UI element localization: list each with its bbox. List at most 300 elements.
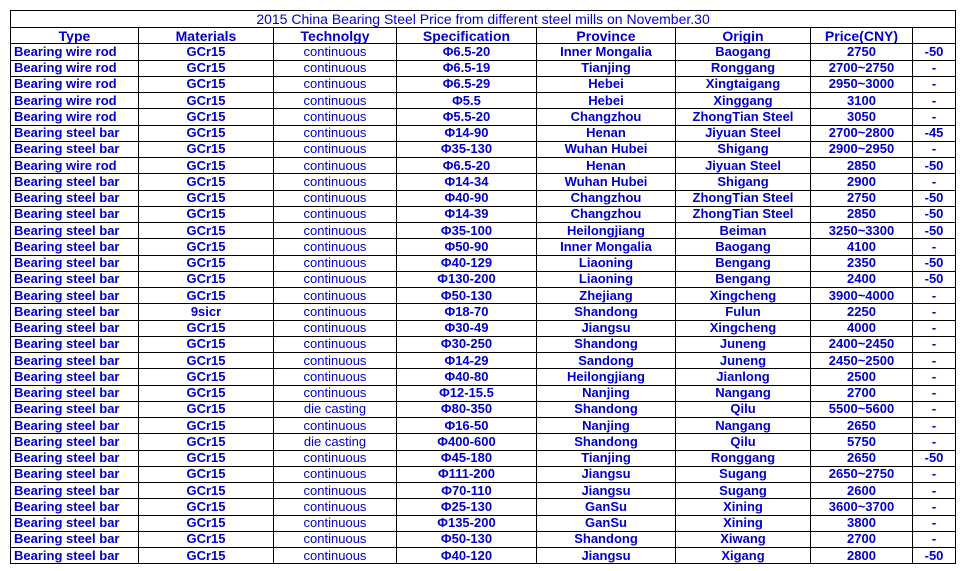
table-row: [11, 369, 956, 385]
cell-change: -: [913, 304, 956, 320]
cell-material: GCr15: [139, 60, 274, 76]
cell-type: Bearing steel bar: [11, 515, 139, 531]
cell-origin: ZhongTian Steel: [676, 190, 811, 206]
cell-technology: continuous: [274, 353, 397, 369]
table-row: [11, 206, 956, 222]
cell-specification: Φ5.5-20: [397, 109, 537, 125]
price-sheet: [10, 10, 955, 564]
cell-specification: Φ6.5-19: [397, 60, 537, 76]
title-row: [11, 11, 956, 28]
cell-change: -50: [913, 271, 956, 287]
cell-change: -: [913, 93, 956, 109]
cell-price: 2400~2450: [811, 336, 913, 352]
cell-change: -: [913, 499, 956, 515]
cell-price: 2750: [811, 44, 913, 60]
cell-material: GCr15: [139, 288, 274, 304]
cell-change: -: [913, 353, 956, 369]
cell-province: Henan: [537, 158, 676, 174]
cell-province: Changzhou: [537, 206, 676, 222]
cell-origin: Shigang: [676, 141, 811, 157]
table-row: [11, 336, 956, 352]
cell-origin: Xining: [676, 515, 811, 531]
cell-type: Bearing steel bar: [11, 401, 139, 417]
cell-type: Bearing steel bar: [11, 190, 139, 206]
table-row: [11, 76, 956, 92]
cell-origin: Xining: [676, 499, 811, 515]
table-row: [11, 223, 956, 239]
cell-technology: continuous: [274, 466, 397, 482]
cell-price: 2700~2750: [811, 60, 913, 76]
cell-material: GCr15: [139, 515, 274, 531]
table-row: [11, 93, 956, 109]
cell-origin: Xingcheng: [676, 288, 811, 304]
cell-type: Bearing steel bar: [11, 141, 139, 157]
cell-price: 2800: [811, 548, 913, 564]
cell-change: -: [913, 531, 956, 547]
cell-price: 2700: [811, 385, 913, 401]
cell-specification: Φ30-250: [397, 336, 537, 352]
cell-change: -: [913, 109, 956, 125]
cell-type: Bearing steel bar: [11, 466, 139, 482]
cell-province: Liaoning: [537, 255, 676, 271]
cell-province: Shandong: [537, 304, 676, 320]
cell-technology: continuous: [274, 206, 397, 222]
cell-province: Tianjing: [537, 450, 676, 466]
header-price: Price(CNY): [811, 28, 913, 44]
cell-origin: Xiwang: [676, 531, 811, 547]
table-row: [11, 499, 956, 515]
header-row: [11, 28, 956, 44]
cell-technology: continuous: [274, 158, 397, 174]
cell-material: GCr15: [139, 450, 274, 466]
cell-province: Changzhou: [537, 109, 676, 125]
cell-province: GanSu: [537, 515, 676, 531]
cell-province: Jiangsu: [537, 483, 676, 499]
cell-technology: die casting: [274, 401, 397, 417]
cell-province: Shandong: [537, 531, 676, 547]
cell-province: Shandong: [537, 434, 676, 450]
cell-type: Bearing steel bar: [11, 499, 139, 515]
header-materials: Materials: [139, 28, 274, 44]
table-row: [11, 60, 956, 76]
cell-change: -50: [913, 44, 956, 60]
cell-province: Jiangsu: [537, 320, 676, 336]
cell-type: Bearing steel bar: [11, 174, 139, 190]
cell-type: Bearing steel bar: [11, 548, 139, 564]
cell-province: Shandong: [537, 336, 676, 352]
cell-change: -45: [913, 125, 956, 141]
cell-specification: Φ135-200: [397, 515, 537, 531]
cell-type: Bearing steel bar: [11, 450, 139, 466]
cell-price: 4100: [811, 239, 913, 255]
header-province: Province: [537, 28, 676, 44]
table-row: [11, 304, 956, 320]
cell-price: 2600: [811, 483, 913, 499]
cell-price: 2650~2750: [811, 466, 913, 482]
table-row: [11, 418, 956, 434]
cell-province: Inner Mongalia: [537, 44, 676, 60]
cell-province: Hebei: [537, 93, 676, 109]
cell-change: -: [913, 434, 956, 450]
cell-technology: continuous: [274, 499, 397, 515]
table-row: [11, 353, 956, 369]
cell-province: Jiangsu: [537, 466, 676, 482]
cell-specification: Φ16-50: [397, 418, 537, 434]
cell-specification: Φ400-600: [397, 434, 537, 450]
cell-specification: Φ40-120: [397, 548, 537, 564]
cell-change: -: [913, 141, 956, 157]
header-type: Type: [11, 28, 139, 44]
cell-price: 2650: [811, 450, 913, 466]
cell-origin: Sugang: [676, 483, 811, 499]
cell-specification: Φ130-200: [397, 271, 537, 287]
cell-technology: continuous: [274, 93, 397, 109]
cell-technology: continuous: [274, 548, 397, 564]
table-row: [11, 255, 956, 271]
cell-technology: continuous: [274, 190, 397, 206]
cell-technology: continuous: [274, 385, 397, 401]
cell-origin: Bengang: [676, 271, 811, 287]
cell-price: 3600~3700: [811, 499, 913, 515]
cell-material: GCr15: [139, 223, 274, 239]
cell-specification: Φ14-90: [397, 125, 537, 141]
cell-origin: Juneng: [676, 353, 811, 369]
cell-technology: continuous: [274, 174, 397, 190]
cell-type: Bearing steel bar: [11, 271, 139, 287]
cell-origin: Nangang: [676, 385, 811, 401]
cell-technology: continuous: [274, 450, 397, 466]
cell-material: GCr15: [139, 141, 274, 157]
cell-price: 3100: [811, 93, 913, 109]
cell-type: Bearing steel bar: [11, 288, 139, 304]
table-row: [11, 174, 956, 190]
cell-material: GCr15: [139, 401, 274, 417]
cell-price: 2900: [811, 174, 913, 190]
cell-technology: continuous: [274, 483, 397, 499]
cell-price: 2650: [811, 418, 913, 434]
cell-origin: Ronggang: [676, 60, 811, 76]
cell-technology: continuous: [274, 125, 397, 141]
cell-change: -: [913, 466, 956, 482]
cell-price: 2700~2800: [811, 125, 913, 141]
table-row: [11, 271, 956, 287]
cell-province: Nanjing: [537, 418, 676, 434]
cell-material: GCr15: [139, 418, 274, 434]
cell-technology: continuous: [274, 223, 397, 239]
cell-origin: Ronggang: [676, 450, 811, 466]
cell-technology: continuous: [274, 336, 397, 352]
cell-technology: continuous: [274, 76, 397, 92]
cell-technology: continuous: [274, 515, 397, 531]
cell-type: Bearing steel bar: [11, 369, 139, 385]
cell-specification: Φ18-70: [397, 304, 537, 320]
cell-specification: Φ50-130: [397, 288, 537, 304]
cell-change: -: [913, 515, 956, 531]
cell-type: Bearing steel bar: [11, 336, 139, 352]
cell-province: Jiangsu: [537, 548, 676, 564]
cell-technology: continuous: [274, 141, 397, 157]
cell-material: GCr15: [139, 336, 274, 352]
price-table: [10, 10, 956, 564]
cell-province: Changzhou: [537, 190, 676, 206]
cell-technology: continuous: [274, 239, 397, 255]
cell-material: GCr15: [139, 93, 274, 109]
cell-material: GCr15: [139, 353, 274, 369]
cell-material: GCr15: [139, 174, 274, 190]
cell-technology: continuous: [274, 255, 397, 271]
cell-type: Bearing steel bar: [11, 223, 139, 239]
table-row: [11, 401, 956, 417]
header-specification: Specification: [397, 28, 537, 44]
cell-specification: Φ12-15.5: [397, 385, 537, 401]
cell-price: 5500~5600: [811, 401, 913, 417]
cell-specification: Φ50-130: [397, 531, 537, 547]
cell-change: -: [913, 239, 956, 255]
cell-price: 3800: [811, 515, 913, 531]
cell-province: Inner Mongalia: [537, 239, 676, 255]
table-row: [11, 141, 956, 157]
cell-price: 2700: [811, 531, 913, 547]
cell-origin: Shigang: [676, 174, 811, 190]
cell-price: 2950~3000: [811, 76, 913, 92]
cell-origin: Xingtaigang: [676, 76, 811, 92]
cell-province: Nanjing: [537, 385, 676, 401]
cell-material: GCr15: [139, 466, 274, 482]
cell-province: Heilongjiang: [537, 223, 676, 239]
cell-material: GCr15: [139, 531, 274, 547]
cell-origin: Fulun: [676, 304, 811, 320]
cell-change: -: [913, 320, 956, 336]
cell-technology: continuous: [274, 288, 397, 304]
cell-province: Heilongjiang: [537, 369, 676, 385]
cell-origin: Beiman: [676, 223, 811, 239]
cell-material: GCr15: [139, 320, 274, 336]
cell-origin: Qilu: [676, 434, 811, 450]
table-row: [11, 125, 956, 141]
cell-change: -: [913, 483, 956, 499]
table-row: [11, 288, 956, 304]
cell-change: -: [913, 418, 956, 434]
cell-type: Bearing steel bar: [11, 385, 139, 401]
table-row: [11, 320, 956, 336]
cell-technology: continuous: [274, 44, 397, 60]
cell-origin: Xingcheng: [676, 320, 811, 336]
cell-material: GCr15: [139, 499, 274, 515]
cell-change: -: [913, 401, 956, 417]
cell-specification: Φ35-130: [397, 141, 537, 157]
cell-price: 2350: [811, 255, 913, 271]
cell-change: -50: [913, 450, 956, 466]
cell-technology: continuous: [274, 304, 397, 320]
cell-province: Sandong: [537, 353, 676, 369]
header-technology: Technolgy: [274, 28, 397, 44]
table-row: [11, 515, 956, 531]
cell-change: -50: [913, 223, 956, 239]
cell-technology: continuous: [274, 531, 397, 547]
cell-technology: continuous: [274, 271, 397, 287]
cell-type: Bearing steel bar: [11, 304, 139, 320]
cell-specification: Φ6.5-20: [397, 158, 537, 174]
cell-technology: continuous: [274, 418, 397, 434]
cell-material: GCr15: [139, 434, 274, 450]
cell-change: -: [913, 288, 956, 304]
cell-change: -: [913, 385, 956, 401]
cell-change: -50: [913, 190, 956, 206]
cell-specification: Φ14-29: [397, 353, 537, 369]
cell-change: -50: [913, 548, 956, 564]
cell-material: GCr15: [139, 158, 274, 174]
cell-price: 2750: [811, 190, 913, 206]
cell-specification: Φ50-90: [397, 239, 537, 255]
cell-type: Bearing steel bar: [11, 125, 139, 141]
cell-specification: Φ35-100: [397, 223, 537, 239]
cell-type: Bearing steel bar: [11, 434, 139, 450]
cell-province: Shandong: [537, 401, 676, 417]
cell-price: 2900~2950: [811, 141, 913, 157]
cell-origin: Juneng: [676, 336, 811, 352]
cell-type: Bearing wire rod: [11, 109, 139, 125]
cell-origin: Jiyuan Steel: [676, 158, 811, 174]
cell-province: Liaoning: [537, 271, 676, 287]
cell-price: 2400: [811, 271, 913, 287]
table-row: [11, 109, 956, 125]
cell-price: 4000: [811, 320, 913, 336]
cell-price: 3900~4000: [811, 288, 913, 304]
table-row: [11, 434, 956, 450]
cell-specification: Φ80-350: [397, 401, 537, 417]
cell-price: 5750: [811, 434, 913, 450]
cell-specification: Φ5.5: [397, 93, 537, 109]
cell-origin: Sugang: [676, 466, 811, 482]
table-row: [11, 548, 956, 564]
cell-origin: Jianlong: [676, 369, 811, 385]
cell-type: Bearing steel bar: [11, 418, 139, 434]
cell-material: GCr15: [139, 206, 274, 222]
table-row: [11, 239, 956, 255]
cell-type: Bearing wire rod: [11, 93, 139, 109]
table-row: [11, 531, 956, 547]
cell-origin: Nangang: [676, 418, 811, 434]
cell-type: Bearing wire rod: [11, 76, 139, 92]
cell-specification: Φ25-130: [397, 499, 537, 515]
cell-specification: Φ40-80: [397, 369, 537, 385]
cell-price: 2500: [811, 369, 913, 385]
cell-change: -50: [913, 206, 956, 222]
cell-price: 2450~2500: [811, 353, 913, 369]
cell-origin: Qilu: [676, 401, 811, 417]
cell-material: GCr15: [139, 369, 274, 385]
cell-type: Bearing steel bar: [11, 206, 139, 222]
cell-change: -: [913, 336, 956, 352]
cell-price: 2850: [811, 158, 913, 174]
cell-material: GCr15: [139, 109, 274, 125]
cell-material: GCr15: [139, 44, 274, 60]
cell-origin: ZhongTian Steel: [676, 109, 811, 125]
header-change: [913, 28, 956, 44]
cell-province: Wuhan Hubei: [537, 141, 676, 157]
cell-origin: ZhongTian Steel: [676, 206, 811, 222]
table-row: [11, 158, 956, 174]
cell-specification: Φ30-49: [397, 320, 537, 336]
cell-type: Bearing wire rod: [11, 158, 139, 174]
table-row: [11, 190, 956, 206]
cell-specification: Φ45-180: [397, 450, 537, 466]
header-origin: Origin: [676, 28, 811, 44]
cell-material: GCr15: [139, 385, 274, 401]
cell-material: 9sicr: [139, 304, 274, 320]
cell-type: Bearing steel bar: [11, 320, 139, 336]
cell-origin: Bengang: [676, 255, 811, 271]
table-row: [11, 483, 956, 499]
cell-specification: Φ6.5-20: [397, 44, 537, 60]
cell-origin: Baogang: [676, 239, 811, 255]
cell-technology: die casting: [274, 434, 397, 450]
cell-price: 3050: [811, 109, 913, 125]
cell-material: GCr15: [139, 76, 274, 92]
cell-technology: continuous: [274, 320, 397, 336]
cell-technology: continuous: [274, 369, 397, 385]
cell-origin: Jiyuan Steel: [676, 125, 811, 141]
cell-province: Henan: [537, 125, 676, 141]
cell-province: Tianjing: [537, 60, 676, 76]
cell-material: GCr15: [139, 483, 274, 499]
cell-specification: Φ40-90: [397, 190, 537, 206]
cell-province: GanSu: [537, 499, 676, 515]
cell-type: Bearing wire rod: [11, 60, 139, 76]
cell-specification: Φ40-129: [397, 255, 537, 271]
cell-province: Wuhan Hubei: [537, 174, 676, 190]
table-body: [11, 44, 956, 564]
table-title: 2015 China Bearing Steel Price from different steel mills on November.30: [11, 11, 956, 28]
cell-origin: Baogang: [676, 44, 811, 60]
cell-material: GCr15: [139, 255, 274, 271]
cell-material: GCr15: [139, 239, 274, 255]
cell-province: Zhejiang: [537, 288, 676, 304]
table-row: [11, 450, 956, 466]
cell-change: -50: [913, 158, 956, 174]
cell-change: -: [913, 76, 956, 92]
cell-type: Bearing steel bar: [11, 353, 139, 369]
cell-origin: Xigang: [676, 548, 811, 564]
cell-price: 3250~3300: [811, 223, 913, 239]
cell-specification: Φ111-200: [397, 466, 537, 482]
cell-material: GCr15: [139, 271, 274, 287]
cell-type: Bearing wire rod: [11, 44, 139, 60]
cell-origin: Xinggang: [676, 93, 811, 109]
cell-type: Bearing steel bar: [11, 483, 139, 499]
cell-province: Hebei: [537, 76, 676, 92]
cell-specification: Φ6.5-29: [397, 76, 537, 92]
cell-material: GCr15: [139, 190, 274, 206]
cell-change: -50: [913, 255, 956, 271]
cell-specification: Φ14-34: [397, 174, 537, 190]
cell-change: -: [913, 60, 956, 76]
cell-price: 2850: [811, 206, 913, 222]
table-row: [11, 385, 956, 401]
cell-type: Bearing steel bar: [11, 239, 139, 255]
cell-change: -: [913, 174, 956, 190]
cell-change: -: [913, 369, 956, 385]
table-row: [11, 466, 956, 482]
cell-type: Bearing steel bar: [11, 531, 139, 547]
cell-price: 2250: [811, 304, 913, 320]
cell-material: GCr15: [139, 548, 274, 564]
cell-technology: continuous: [274, 60, 397, 76]
cell-specification: Φ70-110: [397, 483, 537, 499]
table-row: [11, 44, 956, 60]
cell-technology: continuous: [274, 109, 397, 125]
cell-material: GCr15: [139, 125, 274, 141]
